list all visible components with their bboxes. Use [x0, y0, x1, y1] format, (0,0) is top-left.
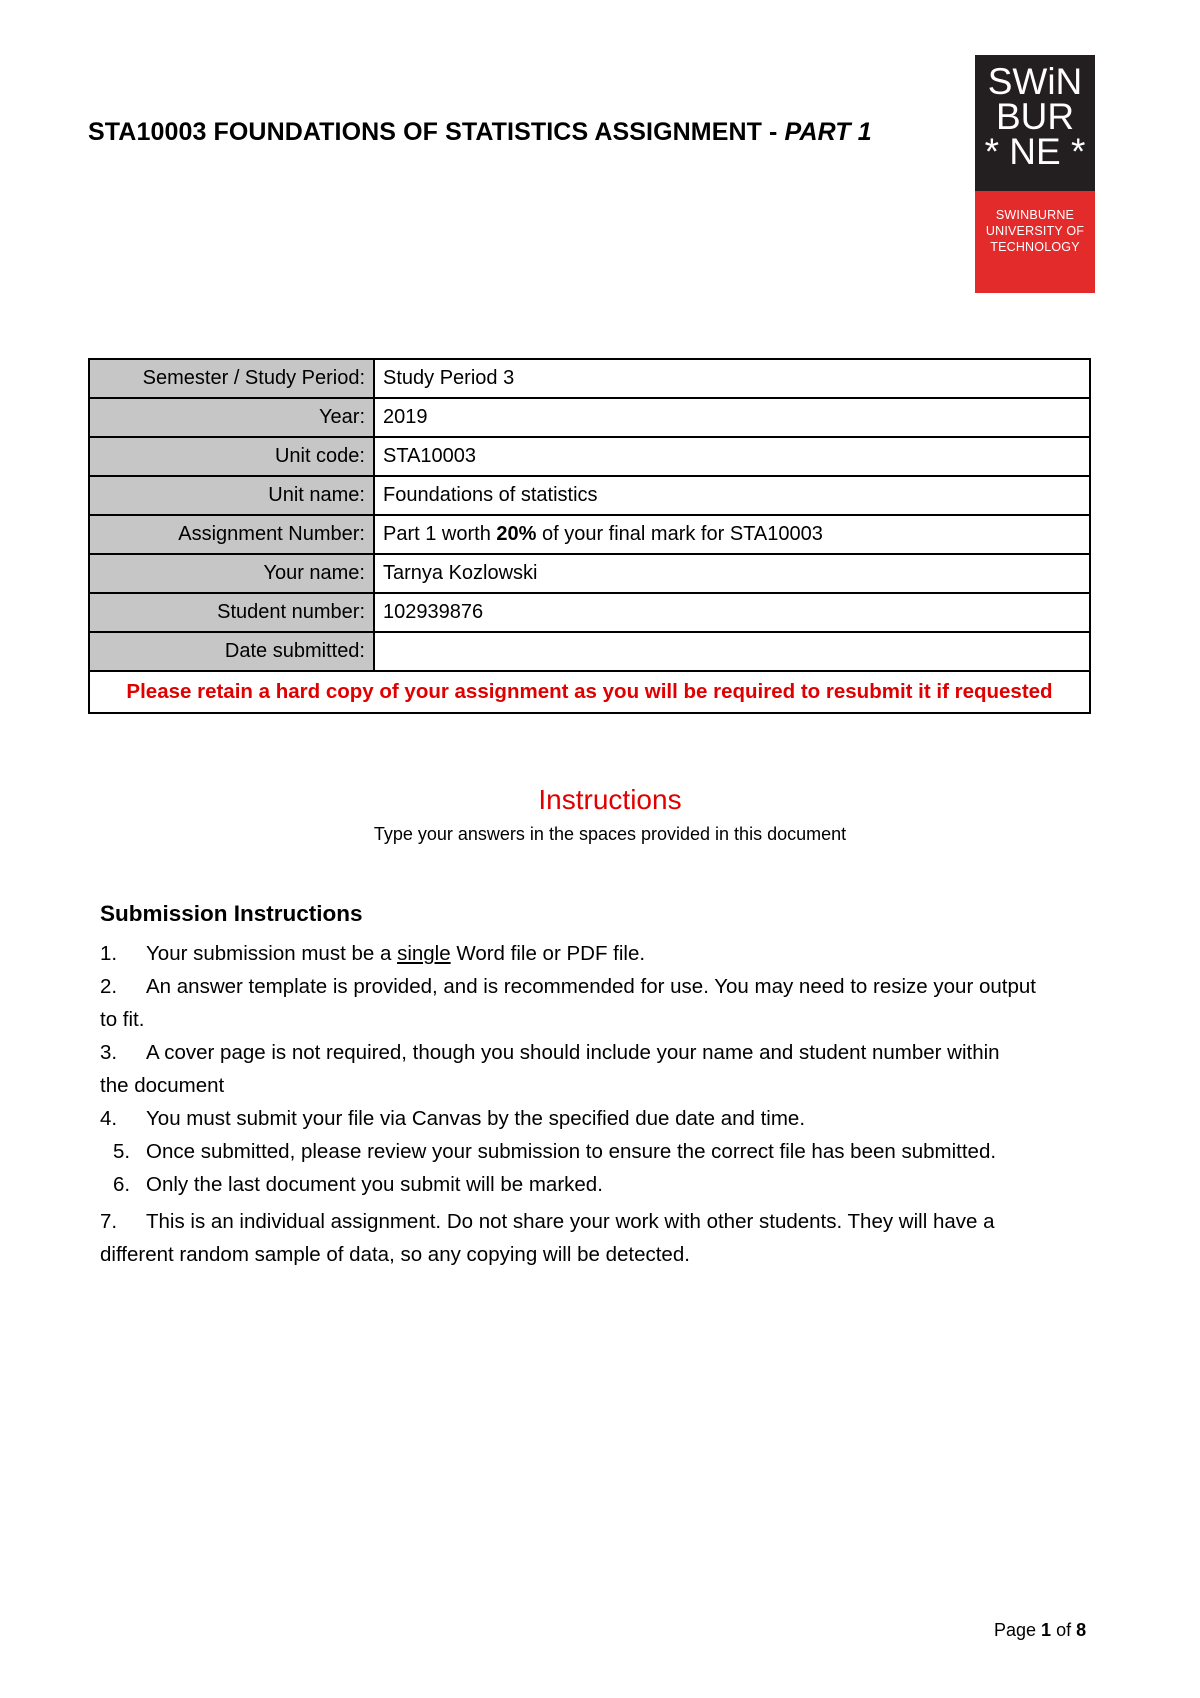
item-text: Only the last document you submit will be marked.	[146, 1173, 603, 1196]
row-label: Date submitted:	[89, 632, 374, 671]
date-submitted-field[interactable]	[374, 632, 1090, 671]
row-value[interactable]: Study Period 3	[374, 359, 1090, 398]
list-item	[100, 937, 1130, 970]
row-label: Year:	[89, 398, 374, 437]
table-row	[89, 671, 1090, 713]
page-title	[88, 118, 872, 147]
logo-sub-1: SWINBURNE	[995, 208, 1075, 222]
page-word: Page	[994, 1620, 1042, 1640]
instructions-heading: Instructions	[538, 784, 682, 815]
logo-sub-2: UNIVERSITY OF	[985, 224, 1085, 238]
assignment-info-table	[88, 358, 1091, 714]
item-number: 5.	[113, 1140, 131, 1163]
table-row	[89, 515, 1090, 554]
item-text-underline: single	[397, 942, 451, 965]
table-row	[89, 593, 1090, 632]
submission-heading: Submission Instructions	[100, 901, 363, 926]
item-text-post: Word file or PDF file.	[450, 942, 646, 965]
swinburne-logo	[975, 55, 1095, 293]
item-text-cont: to fit.	[100, 1008, 145, 1031]
item-number: 7.	[100, 1210, 118, 1233]
table-row	[89, 632, 1090, 671]
table-row	[89, 437, 1090, 476]
title-main: STA10003 FOUNDATIONS OF STATISTICS ASSIGNMENT -	[88, 118, 785, 146]
table-row	[89, 359, 1090, 398]
logo-sub-3: TECHNOLOGY	[990, 240, 1080, 254]
logo-line-2: BUR	[995, 96, 1075, 137]
item-text: This is an individual assignment. Do not share your work with other students. They will have a	[146, 1210, 995, 1233]
row-value[interactable]	[374, 515, 1090, 554]
row-value[interactable]: 102939876	[374, 593, 1090, 632]
row-label: Semester / Study Period:	[89, 359, 374, 398]
row-label: Student number:	[89, 593, 374, 632]
logo-subtext	[975, 207, 1095, 255]
logo-wordmark	[975, 55, 1095, 191]
item-text: An answer template is provided, and is recommended for use. You may need to resize your output	[146, 975, 1036, 998]
value-post: of your final mark for STA10003	[536, 523, 823, 545]
item-number: 2.	[100, 975, 118, 998]
table-row	[89, 398, 1090, 437]
retain-copy-warning: Please retain a hard copy of your assignment as you will be required to resubmit it if requested	[89, 671, 1090, 713]
value-bold: 20%	[496, 523, 537, 545]
row-label: Assignment Number:	[89, 515, 374, 554]
value-pre: Part 1 worth	[383, 523, 497, 545]
item-text: Once submitted, please review your submission to ensure the correct file has been submitted.	[146, 1140, 997, 1163]
of-word: of	[1051, 1620, 1077, 1640]
item-text: You must submit your file via Canvas by the specified due date and time.	[146, 1107, 806, 1130]
item-number: 6.	[113, 1173, 131, 1196]
item-text: A cover page is not required, though you should include your name and student number within	[146, 1041, 1000, 1064]
item-text-cont: different random sample of data, so any copying will be detected.	[100, 1243, 690, 1266]
logo-line-3: * NE *	[984, 131, 1086, 172]
table-row	[89, 554, 1090, 593]
page-current: 1	[1041, 1620, 1052, 1640]
item-number: 4.	[100, 1107, 118, 1130]
item-text-cont: the document	[100, 1074, 225, 1097]
list-item	[100, 970, 1130, 1036]
list-item	[100, 1205, 1130, 1271]
list-item	[100, 1102, 1130, 1135]
instructions-subtitle: Type your answers in the spaces provided in this document	[373, 824, 847, 844]
page-number	[994, 1620, 1086, 1641]
item-text-pre: Your submission must be a	[146, 942, 398, 965]
table-row	[89, 476, 1090, 515]
row-value[interactable]: Tarnya Kozlowski	[374, 554, 1090, 593]
row-value[interactable]: Foundations of statistics	[374, 476, 1090, 515]
row-label: Your name:	[89, 554, 374, 593]
page-total: 8	[1076, 1620, 1087, 1640]
title-part: PART 1	[784, 118, 872, 146]
list-item	[100, 1036, 1130, 1102]
logo-line-1: SWiN	[987, 61, 1083, 102]
list-item	[100, 1135, 1130, 1168]
row-value[interactable]: 2019	[374, 398, 1090, 437]
row-value[interactable]: STA10003	[374, 437, 1090, 476]
submission-list	[100, 937, 1130, 1271]
row-label: Unit code:	[89, 437, 374, 476]
item-number: 1.	[100, 942, 118, 965]
list-item	[100, 1168, 1130, 1201]
item-number: 3.	[100, 1041, 118, 1064]
row-label: Unit name:	[89, 476, 374, 515]
